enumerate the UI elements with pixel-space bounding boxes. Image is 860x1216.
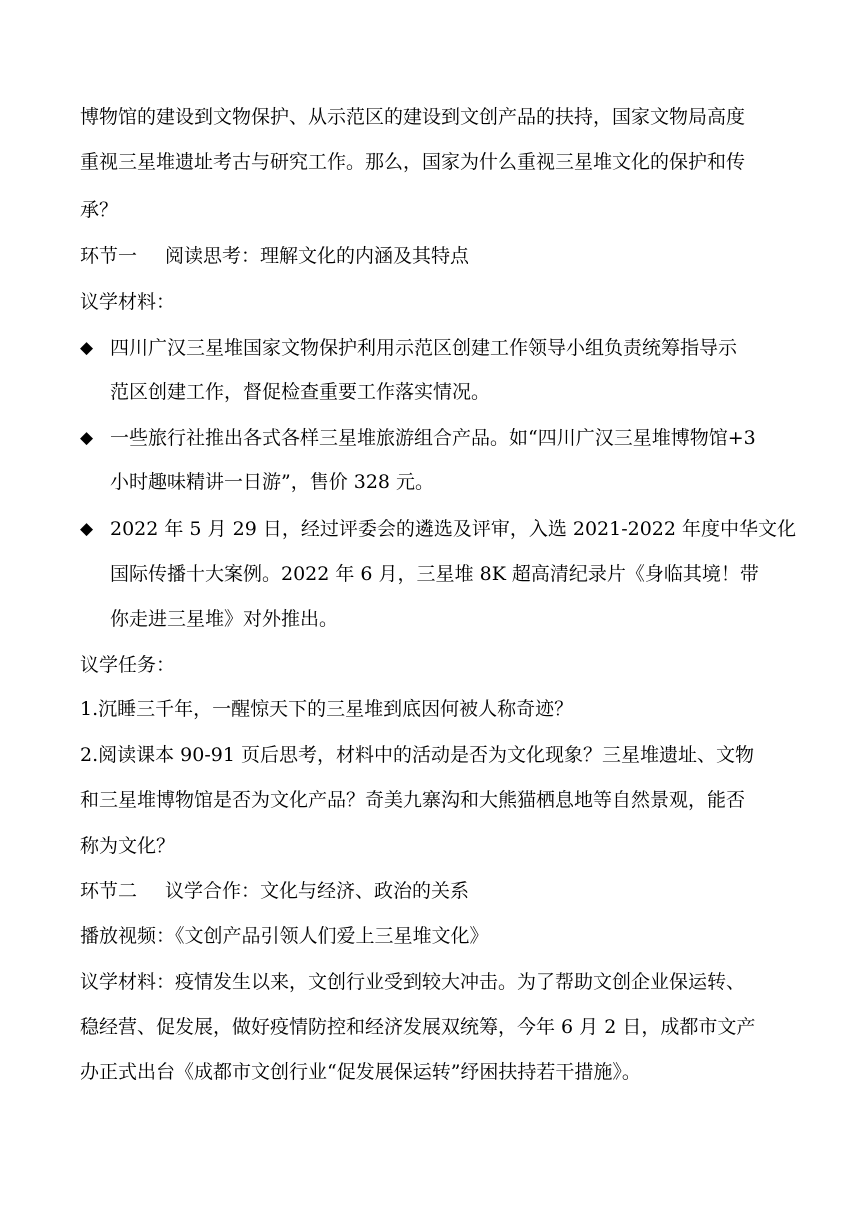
section2-material-line-1: 议学材料：疫情发生以来，文创行业受到较大冲击。为了帮助文创企业保运转、 [80,971,746,993]
bullet-2-line-2: 小时趣味精讲一日游”，售价 328 元。 [110,471,435,493]
section2-heading [80,879,469,903]
bullet-diamond-icon: ◆ [80,338,94,358]
section1-heading-text: 阅读思考：理解文化的内涵及其特点 [165,245,470,267]
bullet-diamond-icon: ◆ [80,428,94,448]
bullet-1-line-2: 范区创建工作，督促检查重要工作落实情况。 [110,381,491,403]
intro-line-3: 承？ [80,199,119,221]
intro-line-1: 博物馆的建设到文物保护、从示范区的建设到文创产品的扶持，国家文物局高度 [80,106,746,128]
bullet-3-line-3: 你走进三星堆》对外推出。 [110,608,339,630]
bullet-1-line-1: 四川广汉三星堆国家文物保护利用示范区创建工作领导小组负责统筹指导示 [110,337,738,359]
bullet-diamond-icon: ◆ [80,519,94,539]
task-1: 1.沉睡三千年，一醒惊天下的三星堆到底因何被人称奇迹？ [80,698,574,720]
section1-heading [80,244,469,268]
section2-material-line-3: 办正式出台《成都市文创行业“促发展保运转”纾困扶持若干措施》。 [80,1061,641,1083]
section2-video: 播放视频：《文创产品引领人们爱上三星堆文化》 [80,925,489,947]
section2-material-line-2: 稳经营、促发展，做好疫情防控和经济发展双统筹，今年 6 月 2 日，成都市文产 [80,1016,756,1038]
task-2-line-3: 称为文化？ [80,835,176,857]
bullet-3-line-1: 2022 年 5 月 29 日，经过评委会的遴选及评审，入选 2021-2022 年度中华文化 [110,518,797,540]
section2-heading-text: 议学合作：文化与经济、政治的关系 [165,880,470,902]
intro-line-2: 重视三星堆遗址考古与研究工作。那么，国家为什么重视三星堆文化的保护和传 [80,151,746,173]
section1-tasks-label: 议学任务： [80,654,176,676]
bullet-3-line-2: 国际传播十大案例。2022 年 6 月，三星堆 8K 超高清纪录片《身临其境！带 [110,563,759,585]
bullet-2-line-1: 一些旅行社推出各式各样三星堆旅游组合产品。如“四川广汉三星堆博物馆+3 [110,427,756,449]
section1-materials-label: 议学材料： [80,291,176,313]
section2-heading-prefix: 环节二 [80,880,138,902]
task-2-line-1: 2.阅读课本 90-91 页后思考，材料中的活动是否为文化现象？三星堆遗址、文物 [80,744,754,766]
section1-heading-prefix: 环节一 [80,245,138,267]
task-2-line-2: 和三星堆博物馆是否为文化产品？奇美九寨沟和大熊猫栖息地等自然景观，能否 [80,789,746,811]
